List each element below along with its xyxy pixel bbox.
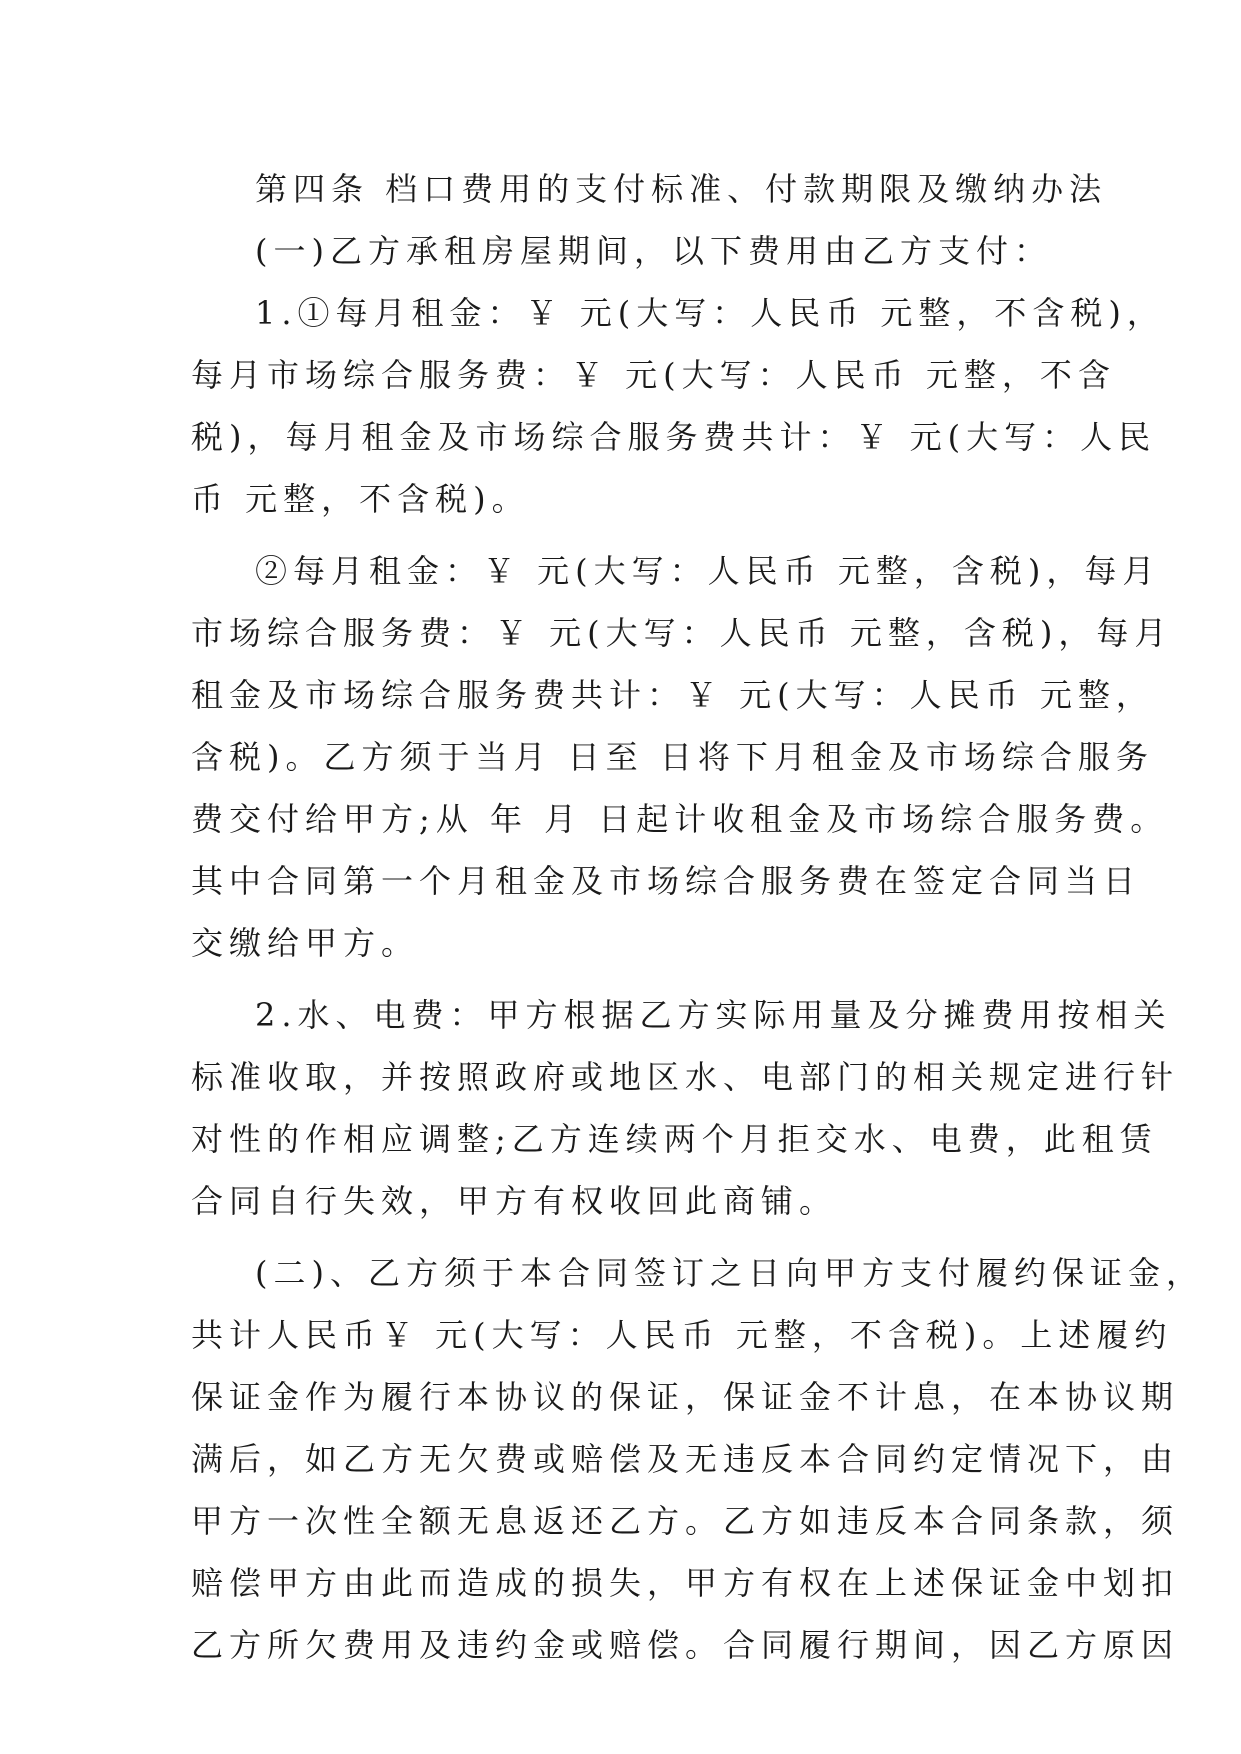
paragraph-line: 市场综合服务费：￥ 元(大写：人民币 元整，含税)，每月	[191, 614, 1173, 652]
paragraph-line: 乙方所欠费用及违约金或赔偿。合同履行期间，因乙方原因	[191, 1626, 1180, 1664]
paragraph-line: 含税)。乙方须于当月 日至 日将下月租金及市场综合服务	[191, 738, 1154, 776]
paragraph-line: 租金及市场综合服务费共计：￥ 元(大写：人民币 元整，	[191, 676, 1154, 714]
paragraph-line: 交缴给甲方。	[191, 924, 420, 962]
paragraph-line: 费交付给甲方;从 年 月 日起计收租金及市场综合服务费。	[191, 800, 1169, 838]
paragraph-line: ②每月租金：￥ 元(大写：人民币 元整，含税)，每月	[255, 552, 1161, 590]
document-body	[191, 158, 1204, 1676]
paragraph-line: 甲方一次性全额无息返还乙方。乙方如违反本合同条款，须	[191, 1502, 1180, 1540]
paragraph-line: 赔偿甲方由此而造成的损失，甲方有权在上述保证金中划扣	[191, 1564, 1180, 1602]
paragraph-line: 1.①每月租金：￥ 元(大写：人民币 元整，不含税)，	[255, 294, 1165, 332]
section-heading: (一)乙方承租房屋期间，以下费用由乙方支付：	[255, 232, 1052, 270]
paragraph-line: 每月市场综合服务费：￥ 元(大写：人民币 元整，不含	[191, 356, 1116, 394]
paragraph-line: 对性的作相应调整;乙方连续两个月拒交水、电费，此租赁	[191, 1120, 1158, 1158]
paragraph-line: 2.水、电费：甲方根据乙方实际用量及分摊费用按相关	[255, 996, 1172, 1034]
paragraph-line: 币 元整，不含税)。	[191, 480, 530, 518]
section-heading: (二)、乙方须于本合同签订之日向甲方支付履约保证金，	[255, 1254, 1204, 1292]
paragraph-line: 共计人民币￥ 元(大写：人民币 元整，不含税)。上述履约	[191, 1316, 1173, 1354]
paragraph-line: 标准收取，并按照政府或地区水、电部门的相关规定进行针	[191, 1058, 1180, 1096]
paragraph-line: 合同自行失效，甲方有权收回此商铺。	[191, 1182, 838, 1220]
paragraph-line: 税)，每月租金及市场综合服务费共计：￥ 元(大写：人民	[191, 418, 1157, 456]
paragraph-line: 其中合同第一个月租金及市场综合服务费在签定合同当日	[191, 862, 1142, 900]
article-heading: 第四条 档口费用的支付标准、付款期限及缴纳办法	[255, 170, 1108, 208]
paragraph-line: 保证金作为履行本协议的保证，保证金不计息，在本协议期	[191, 1378, 1180, 1416]
paragraph-line: 满后，如乙方无欠费或赔偿及无违反本合同约定情况下，由	[191, 1440, 1180, 1478]
